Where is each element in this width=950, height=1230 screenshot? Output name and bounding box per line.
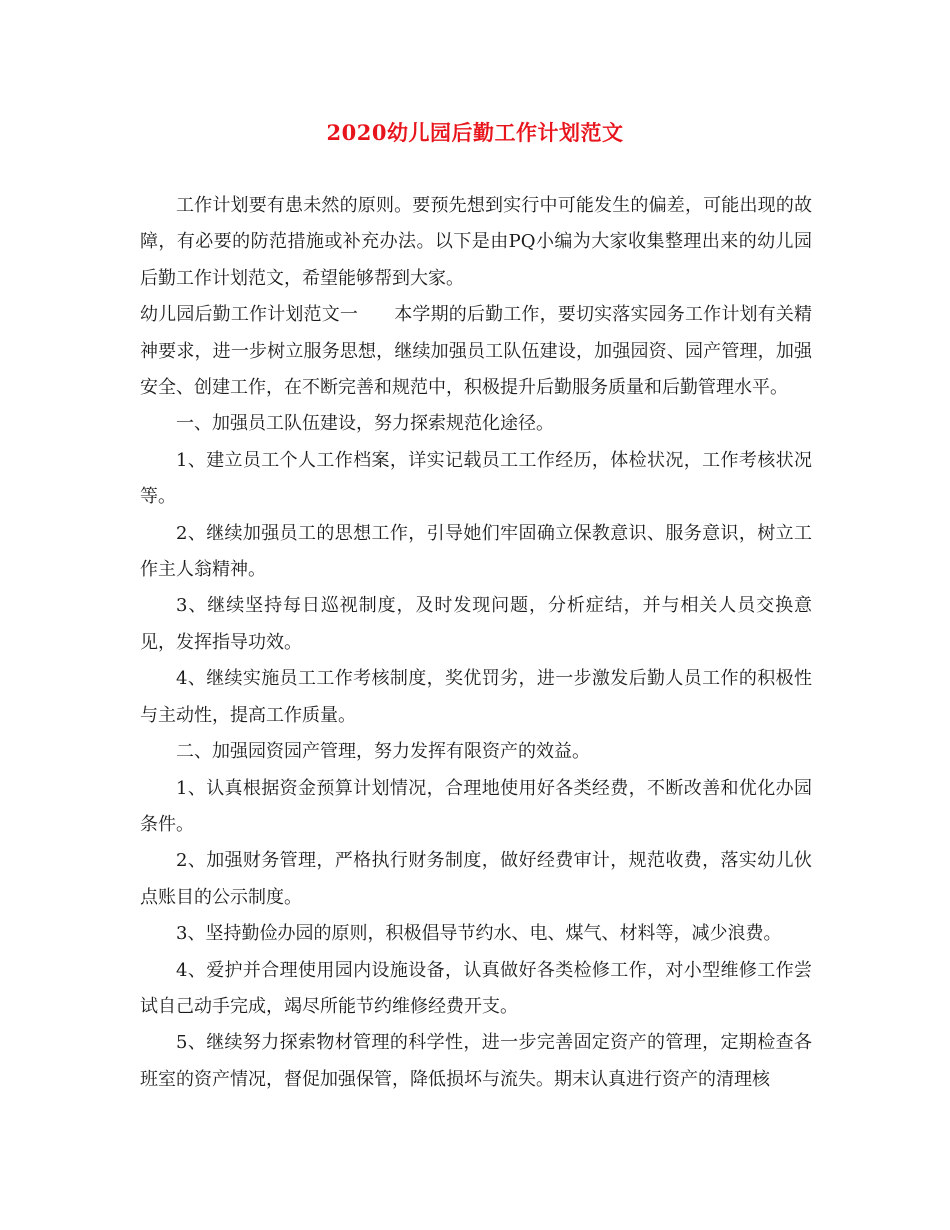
section-one-paragraph	[140, 297, 812, 406]
item-2-2: 2、加强财务管理，严格执行财务制度，做好经费审计，规范收费，落实幼儿伙点账目的公示制度。	[140, 850, 812, 908]
section-text: 本学期的后勤工作，要切实落实园务工作计划有关精神要求，进一步树立服务思想，继续加强员工队伍建设，加强园资、园产管理，加强安全、创建工作，在不断完善和规范中，积极提升后勤服务质量和后勤管理水平。	[140, 304, 813, 399]
section-label: 幼儿园后勤工作计划范文一	[140, 304, 359, 326]
item-1-3: 3、继续坚持每日巡视制度，及时发现问题，分析症结，并与相关人员交换意见，发挥指导功效。	[140, 595, 812, 653]
item-1-4: 4、继续实施员工工作考核制度，奖优罚劣，进一步激发后勤人员工作的积极性与主动性，提高工作质量。	[140, 668, 812, 726]
item-1-2: 2、继续加强员工的思想工作，引导她们牢固确立保教意识、服务意识，树立工作主人翁精神。	[140, 522, 812, 581]
heading-two: 二、加强园资园产管理，努力发挥有限资产的效益。	[176, 741, 590, 763]
document-body	[140, 188, 812, 1098]
item-1-1: 1、建立员工个人工作档案，详实记载员工工作经历，体检状况，工作考核状况等。	[140, 449, 812, 508]
document-title: 2020幼儿园后勤工作计划范文	[326, 120, 624, 145]
item-2-4: 4、爱护并合理使用园内设施设备，认真做好各类检修工作，对小型维修工作尝试自己动手完成，竭尽所能节约维修经费开支。	[140, 959, 812, 1017]
item-2-5: 5、继续努力探索物材管理的科学性，进一步完善固定资产的管理，定期检查各班室的资产情况，督促加强保管，降低损坏与流失。期末认真进行资产的清理核	[140, 1032, 812, 1090]
heading-one: 一、加强员工队伍建设，努力探索规范化途径。	[176, 413, 554, 435]
intro-paragraph: 工作计划要有患未然的原则。要预先想到实行中可能发生的偏差，可能出现的故障，有必要的防范措施或补充办法。以下是由PQ小编为大家收集整理出来的幼儿园后勤工作计划范文，希望能够帮到大家。	[140, 195, 812, 289]
item-2-1: 1、认真根据资金预算计划情况，合理地使用好各类经费，不断改善和优化办园条件。	[140, 777, 812, 835]
item-2-3: 3、坚持勤俭办园的原则，积极倡导节约水、电、煤气、材料等，减少浪费。	[176, 923, 782, 945]
